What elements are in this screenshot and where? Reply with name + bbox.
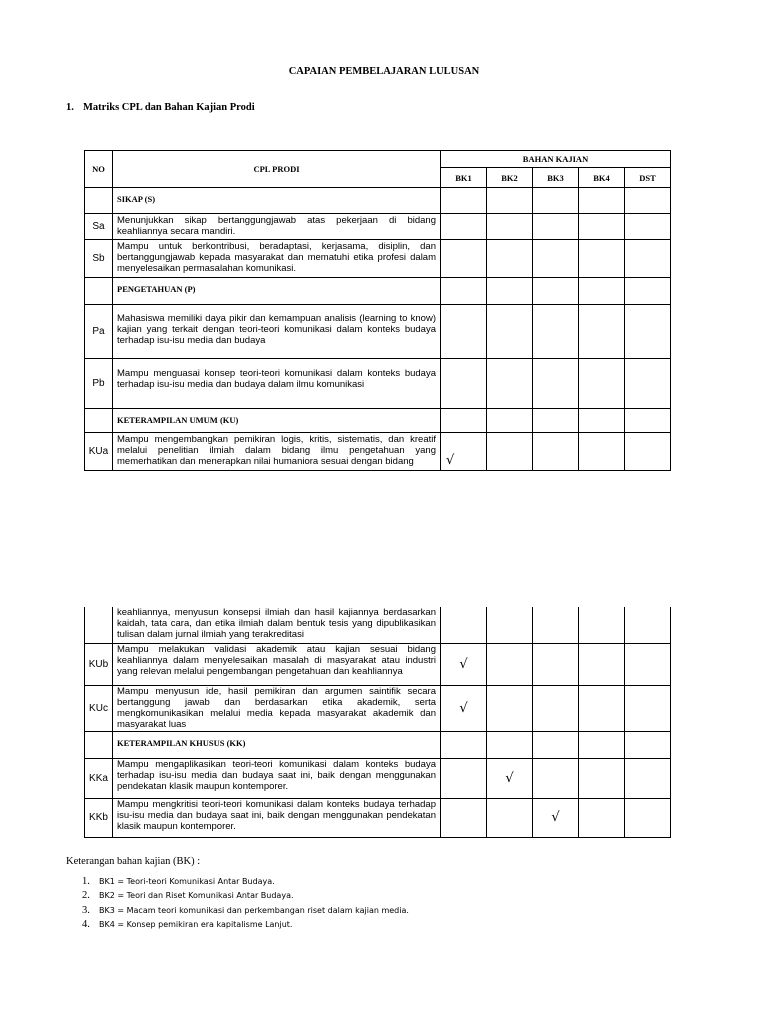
section-number: 1. [66,102,74,113]
category-row [85,278,671,305]
note-number: 3. [82,904,90,916]
check-mark-kua-bk1: √ [441,433,487,471]
section-title: Matriks CPL dan Bahan Kajian Prodi [83,102,255,113]
row-desc-kua [113,433,441,471]
row-code-kuc: KUc [85,685,113,731]
list-item [82,918,409,933]
row-desc-kub: Mampu melakukan validasi akademik atau kajian sesuai bidang keahliannya dalam menyelesaikan masalah di masyarakat atau industri yang relevan melalui pengembangan pengetahuan dan keahliannya [113,643,441,685]
row-code-pa: Pa [85,305,113,359]
notes-title: Keterangan bahan kajian (BK) : [66,856,201,867]
list-item [82,874,409,889]
cpl-matrix-table-part2 [84,607,671,838]
note-text: BK4 = Konsep pemikiran era kapitalisme Lanjut. [99,920,293,930]
table-row [85,685,671,731]
table-row [85,240,671,278]
category-row [85,731,671,758]
row-desc-pa: Mahasiswa memiliki daya pikir dan kemampuan analisis (learning to know) kajian yang terkait dengan teori-teori komunikasi dalam konteks budaya terhadap isu-isu media dan budaya [113,305,441,359]
header-bk2: BK2 [487,168,533,188]
header-bk4: BK4 [579,168,625,188]
list-item [82,903,409,918]
note-text: BK2 = Teori dan Riset Komunikasi Antar Budaya. [99,891,294,901]
row-code-kub: KUb [85,643,113,685]
note-number: 1. [82,875,90,887]
note-number: 2. [82,890,90,902]
notes-list [82,874,409,932]
row-desc-kua-continued: keahliannya, menyusun konsepsi ilmiah dan hasil kajiannya berdasarkan kaidah, tata cara, dan etika ilmiah dalam bentuk tesis yang dipublikasikan tulisan dalam jurnal ilmiah yang terakreditasi [113,607,441,643]
row-code-sb: Sb [85,240,113,278]
row-desc-sb: Mampu untuk berkontribusi, beradaptasi, kerjasama, disiplin, dan bertanggungjawab kepada masyarakat dan mematuhi etika profesi dalam menyelesaikan permasalahan komunikasi. [113,240,441,278]
category-pengetahuan: PENGETAHUAN (P) [113,278,441,305]
note-number: 4. [82,919,90,931]
row-desc-kka: Mampu mengaplikasikan teori-teori komunikasi dalam konteks budaya terhadap isu-isu media dan budaya saat ini, baik dengan menggunakan pendekatan klasik maupun kontemporer. [113,758,441,798]
table-row [85,214,671,240]
header-dst: DST [625,168,671,188]
row-code-kkb: KKb [85,798,113,837]
table-row [85,643,671,685]
table-row [85,798,671,837]
list-item [82,889,409,904]
category-keterampilan-umum: KETERAMPILAN UMUM (KU) [113,409,441,433]
table-row [85,607,671,643]
table-row [85,359,671,409]
note-text: BK3 = Macam teori komunikasi dan perkembangan riset dalam kajian media. [99,905,409,915]
check-mark-kkb-bk3: √ [533,798,579,837]
category-sikap: SIKAP (S) [113,188,441,214]
header-no: NO [85,151,113,188]
table-row [85,758,671,798]
table-row [85,433,671,471]
check-mark-kuc-bk1: √ [441,685,487,731]
row-desc-sa: Menunjukkan sikap bertanggungjawab atas pekerjaan di bidang keahliannya secara mandiri. [113,214,441,240]
row-code-sa: Sa [85,214,113,240]
note-text: BK1 = Teori-teori Komunikasi Antar Budaya. [99,876,275,886]
row-desc-kuc: Mampu menyusun ide, hasil pemikiran dan argumen saintifik secara bertanggung jawab dan berdasarkan etika akademik, serta mengkomunikasikan melalui media kepada masyarakat akademik dan masyarakat luas [113,685,441,731]
row-code-pb: Pb [85,359,113,409]
header-bk1: BK1 [441,168,487,188]
header-cpl-prodi: CPL PRODI [113,151,441,188]
table-row [85,305,671,359]
row-desc-pb: Mampu menguasai konsep teori-teori komunikasi dalam konteks budaya terhadap isu-isu media dan budaya dalam ilmu komunikasi [113,359,441,409]
page-title: CAPAIAN PEMBELAJARAN LULUSAN [288,66,480,77]
category-row [85,188,671,214]
cpl-matrix-table-part1 [84,150,671,471]
check-mark-kub-bk1: √ [441,643,487,685]
category-row [85,409,671,433]
section-heading [66,102,255,113]
check-mark-kka-bk2: √ [487,758,533,798]
row-code-kka: KKa [85,758,113,798]
header-bk3: BK3 [533,168,579,188]
header-bahan-kajian: BAHAN KAJIAN [441,151,671,168]
category-keterampilan-khusus: KETERAMPILAN KHUSUS (KK) [113,731,441,758]
row-code-kua: KUa [85,433,113,471]
row-desc-kua-text: Mampu mengembangkan pemikiran logis, kritis, sistematis, dan kreatif melalui penelitian ilmiah dalam bidang ilmu pengetahuan yang memerhatikan dan menerapkan nilai humaniora sesuai dengan bidang [117,434,436,467]
row-desc-kkb: Mampu mengkritisi teori-teori komunikasi dalam konteks budaya terhadap isu-isu media dan budaya saat ini, baik dengan menggunakan pendekatan klasik maupun kontemporer. [113,798,441,837]
